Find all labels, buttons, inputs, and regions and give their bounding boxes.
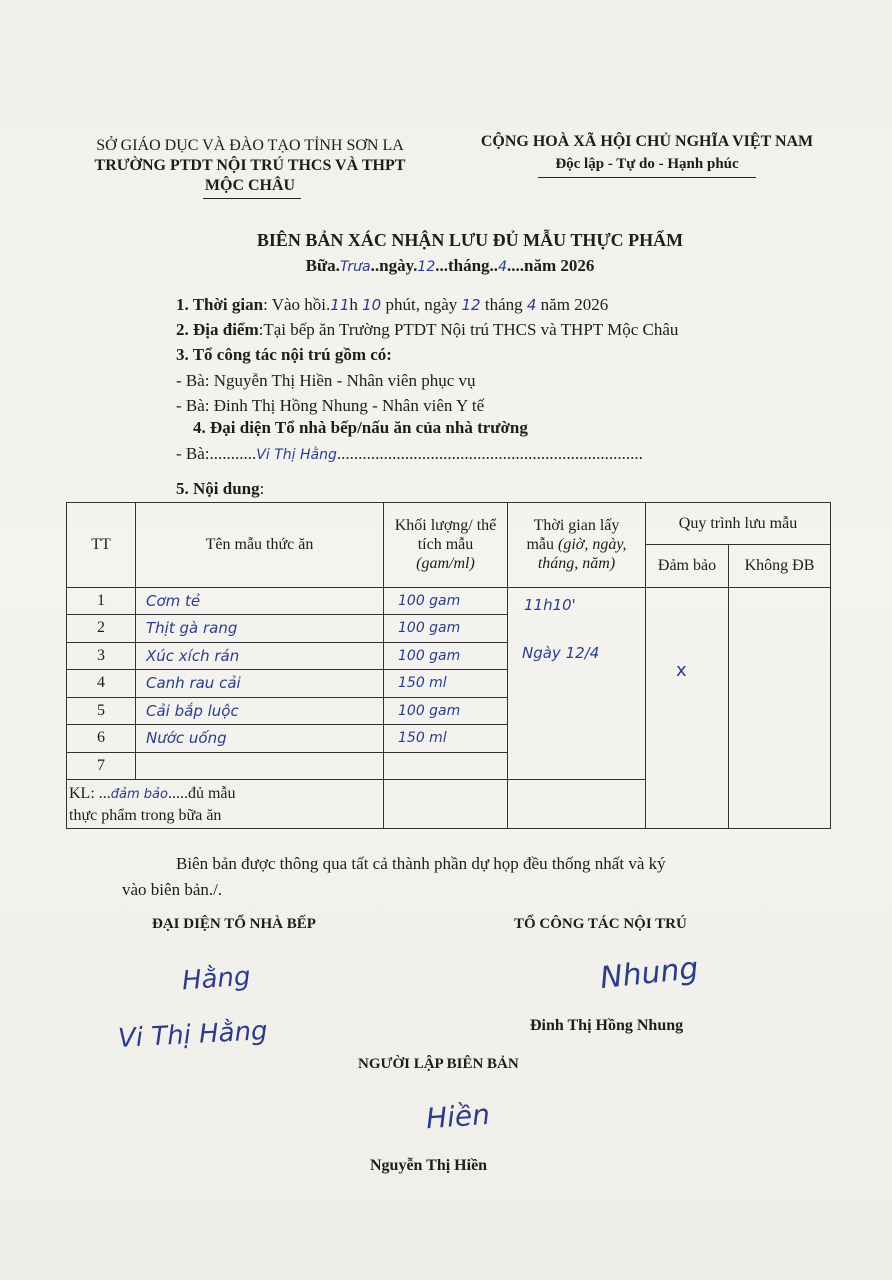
document-title: BIÊN BẢN XÁC NHẬN LƯU ĐỦ MẪU THỰC PHẨM — [256, 230, 684, 250]
time-day-hw: 12 — [461, 296, 481, 314]
row-tt: 6 — [67, 725, 136, 753]
header-weight — [384, 503, 508, 588]
header-time-line-2b: (giờ, ngày, — [558, 536, 627, 554]
conclusion-empty-2 — [508, 780, 646, 829]
header-tt: TT — [67, 503, 136, 588]
content-colon: : — [259, 479, 265, 498]
time-year: năm 2026 — [536, 295, 609, 314]
header-time-line-1: Thời gian lấy — [533, 517, 620, 535]
dept-line: SỞ GIÁO DỤC VÀ ĐÀO TẠO TỈNH SƠN LA — [96, 137, 404, 154]
header-process: Quy trình lưu mẫu — [646, 503, 831, 545]
time-day-label: phút, ngày — [381, 295, 462, 314]
subtitle-year-label: ....năm 2026 — [506, 256, 595, 275]
kitchen-rep — [176, 441, 826, 468]
day-handwritten: 12 — [417, 259, 436, 275]
notok-column-cell — [729, 587, 831, 828]
preparer-sign-title: NGƯỜI LẬP BIÊN BẢN — [358, 1056, 519, 1072]
team-member-2: - Bà: Đinh Thị Hồng Nhung - Nhân viên Y tế — [176, 396, 485, 415]
kitchen-signer-name: Vi Thị Hằng — [117, 1016, 269, 1054]
preparer-name: Nguyễn Thị Hiền — [370, 1157, 488, 1174]
subtitle-prefix: Bữa. — [305, 256, 340, 275]
kl-handwritten: đảm bảo — [110, 786, 168, 802]
closing-line-2: vào biên bản./. — [122, 880, 223, 899]
meal-handwritten: Trưa — [339, 259, 371, 275]
subtitle-day-label: ..ngày. — [370, 256, 418, 275]
header-time-line-2a: mẫu — [526, 536, 558, 554]
row-weight: 150 ml — [384, 725, 508, 753]
subtitle-month-label: ...tháng.. — [435, 256, 499, 275]
header-time — [508, 503, 646, 588]
row-name: Canh rau cải — [136, 670, 384, 698]
header-name: Tên mẫu thức ăn — [136, 503, 384, 588]
row-weight: 100 gam — [384, 697, 508, 725]
conclusion-empty-1 — [384, 780, 508, 829]
preparer-signature: Hiền — [424, 1097, 491, 1136]
time-text: : Vào hồi. — [263, 295, 331, 314]
row-tt: 7 — [67, 752, 136, 780]
school-line-2: MỘC CHÂU — [204, 177, 296, 194]
row-name: Nước uống — [136, 725, 384, 753]
document-subtitle — [190, 256, 710, 276]
content-label-line — [176, 476, 264, 501]
header-weight-line-1: Khối lượng/ thể — [394, 517, 497, 535]
kitchen-label: 4. Đại diện Tổ nhà bếp/nấu ăn của nhà trường — [193, 418, 528, 437]
motto-underline — [538, 177, 756, 178]
motto: Độc lập - Tự do - Hạnh phúc — [555, 156, 739, 172]
time-month-label: tháng — [480, 295, 527, 314]
row-weight: 100 gam — [384, 642, 508, 670]
row-tt: 5 — [67, 697, 136, 725]
sample-time-line-2: Ngày 12/4 — [522, 643, 600, 662]
row-name: Cơm tẻ — [136, 587, 384, 615]
time-month-hw: 4 — [526, 296, 537, 314]
header-notok: Không ĐB — [729, 545, 831, 587]
issuer-block — [70, 136, 430, 196]
header-time-line-3: tháng, năm) — [537, 555, 616, 573]
team-signer-name: Đinh Thị Hồng Nhung — [530, 1017, 684, 1034]
row-weight: 100 gam — [384, 587, 508, 615]
kitchen-signature: Hằng — [181, 961, 252, 997]
row-weight: 100 gam — [384, 615, 508, 643]
row-name: Cải bắp luộc — [136, 697, 384, 725]
kl-prefix: KL: ... — [69, 784, 111, 802]
kitchen-name-hw: Vi Thị Hằng — [256, 447, 337, 463]
team-member-1: - Bà: Nguyễn Thị Hiền - Nhân viên phục vụ — [176, 371, 476, 390]
team-label: 3. Tổ công tác nội trú gồm có: — [176, 345, 392, 364]
sample-time-line-1: 11h10' — [524, 595, 576, 614]
row-name — [136, 752, 384, 780]
row-tt: 3 — [67, 642, 136, 670]
team-signature: Nhung — [598, 950, 701, 997]
content-label: 5. Nội dung — [176, 479, 260, 498]
closing-line-1: Biên bản được thông qua tất cả thành phần dự họp đều thống nhất và ký — [176, 854, 666, 873]
row-weight — [384, 752, 508, 780]
time-label: 1. Thời gian — [176, 295, 264, 314]
table-row — [67, 587, 831, 615]
nation-block — [452, 131, 842, 175]
section-time — [176, 292, 836, 318]
kitchen-prefix: - Bà:........... — [176, 444, 257, 463]
ok-mark: x — [676, 659, 687, 681]
kitchen-sign-title: ĐẠI DIỆN TỔ NHÀ BẾP — [152, 916, 316, 932]
row-name: Xúc xích rán — [136, 642, 384, 670]
school-line-1: TRƯỜNG PTDT NỘI TRÚ THCS VÀ THPT — [94, 157, 406, 174]
row-tt: 1 — [67, 587, 136, 615]
time-min-hw: 10 — [362, 296, 382, 314]
section-place — [176, 317, 856, 342]
kl-suffix: .....đủ mẫu — [167, 784, 236, 802]
place-text: :Tại bếp ăn Trường PTDT Nội trú THCS và THPT Mộc Châu — [258, 320, 679, 339]
sample-time-cell — [508, 587, 646, 780]
issuer-underline — [203, 198, 301, 199]
kitchen-dots: ........................................................................ — [336, 444, 643, 463]
table-header-row — [67, 503, 831, 545]
samples-table — [66, 502, 831, 829]
header-ok: Đảm bảo — [646, 545, 729, 587]
time-hour-hw: 11 — [330, 296, 350, 314]
ok-column-cell — [646, 587, 729, 828]
team-sign-title: TỔ CÔNG TÁC NỘI TRÚ — [514, 916, 687, 932]
header-weight-unit: (gam/ml) — [416, 555, 475, 573]
row-tt: 2 — [67, 615, 136, 643]
month-handwritten: 4 — [498, 259, 507, 275]
row-weight: 150 ml — [384, 670, 508, 698]
header-weight-line-2: tích mẫu — [417, 536, 474, 554]
place-label: 2. Địa điểm — [176, 320, 259, 339]
kl-line-2: thực phẩm trong bữa ăn — [69, 806, 222, 824]
nation-line: CỘNG HOÀ XÃ HỘI CHỦ NGHĨA VIỆT NAM — [480, 133, 814, 150]
row-tt: 4 — [67, 670, 136, 698]
row-name: Thịt gà rang — [136, 615, 384, 643]
time-h: h — [349, 295, 363, 314]
conclusion-cell — [67, 780, 384, 829]
